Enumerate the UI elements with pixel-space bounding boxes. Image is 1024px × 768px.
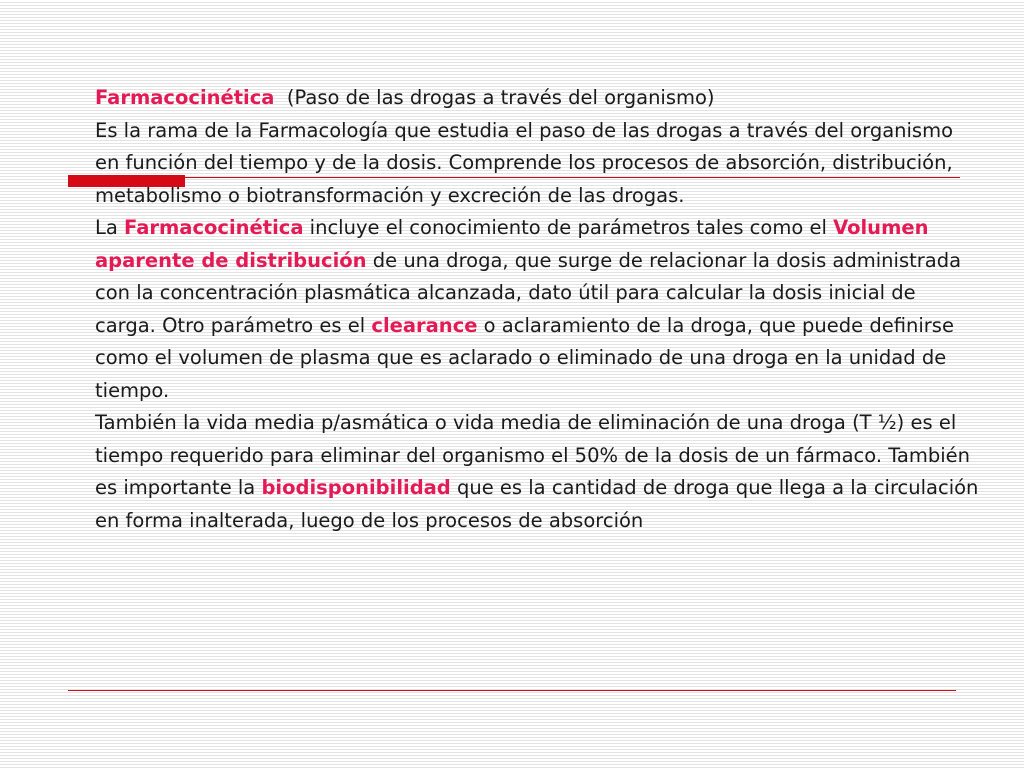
- text-segment: o aclaramiento de la droga, que puede definirse como el volumen de plasma que es aclarado o eliminado de una droga en la unidad de tiempo.: [95, 313, 954, 402]
- text-segment: La: [95, 216, 125, 239]
- paragraph-half-life: [95, 407, 980, 537]
- highlight-term: biodisponibilidad: [261, 476, 451, 499]
- heading-line: [95, 82, 980, 115]
- bottom-divider: [68, 690, 956, 691]
- paragraph-parameters: [95, 212, 980, 407]
- text-segment: También la vida media p/asmática o vida media de eliminación de una droga (T ½) es el tiempo requerido para eliminar del organismo el 50% de la dosis de un fármaco. También es importante la: [95, 411, 971, 499]
- text-segment: de una droga, que surge de relacionar la dosis administrada con la concentración plasmática alcanzada, dato útil para calcular la dosis inicial de carga. Otro parámetro es el: [95, 248, 962, 337]
- slide-body: [95, 82, 980, 537]
- text-segment: que es la cantidad de droga que llega a la circulación en forma inalterada, luego de los procesos de absorción: [95, 476, 979, 532]
- heading-term: Farmacocinética: [95, 86, 275, 109]
- highlight-term: Volumen aparente de distribución: [95, 216, 929, 272]
- heading-subtitle: (Paso de las drogas a través del organismo): [286, 86, 715, 109]
- text-segment: incluye el conocimiento de parámetros tales como el: [303, 216, 834, 239]
- highlight-term: clearance: [371, 313, 478, 337]
- paragraph-definition: Es la rama de la Farmacología que estudia el paso de las drogas a través del organismo en función del tiempo y de la dosis. Comprende los procesos de absorción, distribución, metabolismo o biotransformación y excreción de las drogas.: [95, 118, 954, 207]
- highlight-term: Farmacocinética: [124, 216, 304, 239]
